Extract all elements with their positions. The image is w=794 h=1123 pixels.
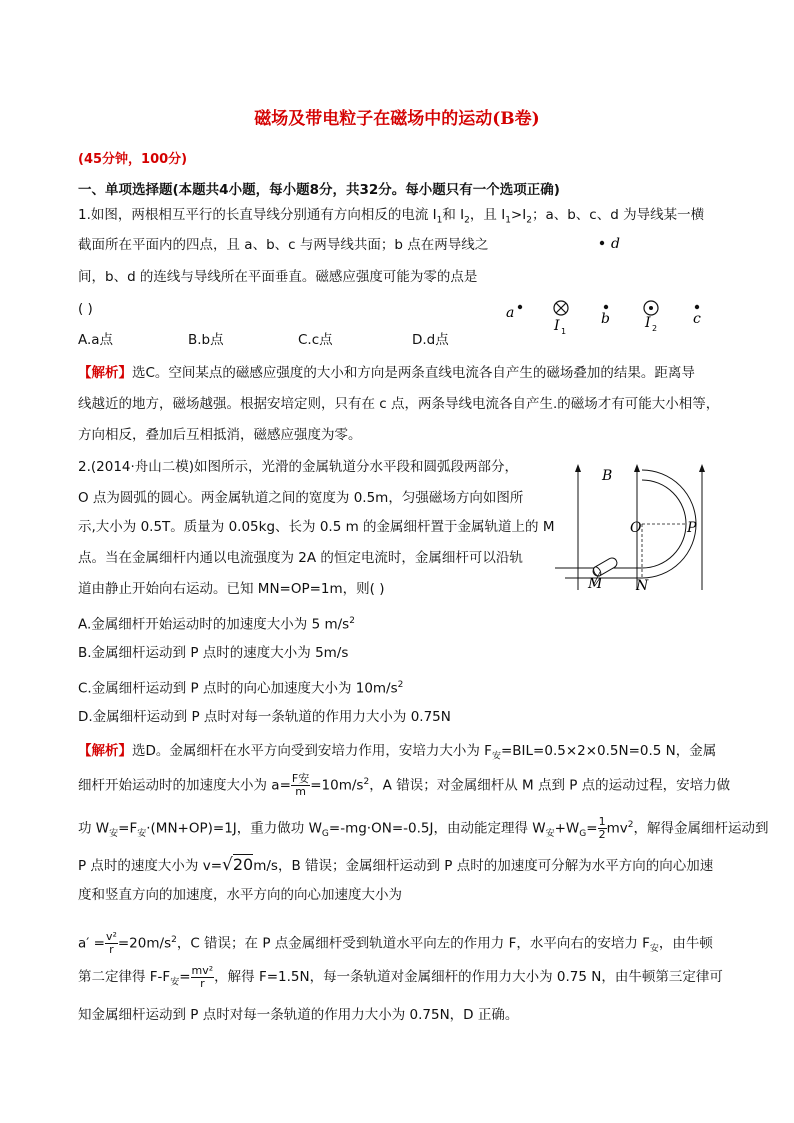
a1-line2: 线越近的地方，磁场越强。根据安培定则，只有在 c 点，两条导线电流各自产生.的磁场才有可能大小相等， (78, 396, 720, 412)
point-c-dot (695, 305, 699, 309)
label-b: b (601, 311, 610, 327)
q2-option-a: A.金属细杆开始运动时的加速度大小为 5 $m/s^2$ (78, 616, 355, 633)
q2-line5: 道由静止开始向右运动。已知 MN=OP=1m，则( ) (78, 581, 385, 597)
label-i2-sub: 2 (652, 324, 658, 333)
label-n: N (636, 578, 649, 594)
fraction-v2-over-r: $\frac{\text{v²}}{r}$ (105, 930, 117, 956)
a2-line8: 知金属细杆运动到 P 点时对每一条轨道的作用力大小为 0.75N，D 正确。 (78, 1007, 519, 1023)
point-a-dot (518, 305, 522, 309)
point-b-dot (604, 305, 608, 309)
q1-option-d: D.d点 (412, 332, 449, 348)
fraction-f-over-m: $\frac{\text{F安}}{m}$ (291, 772, 310, 798)
page-title: 磁场及带电粒子在磁场中的运动(B卷) (254, 109, 540, 129)
q2-line4: 点。当在金属细杆内通以电流强度为 2A 的恒定电流时，金属细杆可以沿轨 (78, 550, 523, 566)
q2-option-b: B.金属细杆运动到 P 点时的速度大小为 5m/s (78, 645, 349, 661)
exam-duration-score: (45分钟，100分) (78, 152, 188, 167)
label-i1-sub: 1 (561, 327, 567, 336)
q2-figure (550, 460, 730, 595)
a2-line7: 第二定律得 $F-F_安=$ $\frac{\text{mv²}}{r}$ ，解得 F=1.5N，每一条轨道对金属细杆的作用力大小为 0.75 N，由牛顿第三定律可 (78, 963, 723, 990)
label-c: c (693, 311, 701, 327)
label-o: O (630, 520, 642, 536)
fraction-mv2-over-r: $\frac{\text{mv²}}{r}$ (191, 963, 214, 990)
label-a: a (506, 305, 515, 321)
q1-option-c: C.c点 (298, 332, 333, 348)
label-i2: I (645, 315, 651, 331)
sqrt-radicand: 20 (232, 855, 254, 874)
q1-option-b: B.b点 (188, 332, 224, 348)
a2-line3: 功 $W_安=F_安\cdot(MN+OP)=1J$，重力做功 $W_G=-mg\cdot ON=-0.5J$，由动能定理得 $W_安+W_G=$ $\frac{1}{2}$ $mv^2$，解得金属细杆运动到 (78, 815, 769, 841)
label-m: M (588, 576, 603, 592)
metal-rod (591, 556, 619, 578)
a1-line1: 【解析】选C。空间某点的磁感应强度的大小和方向是两条直线电流各自产生的磁场叠加的结果。距离导 (78, 365, 695, 381)
a2-line5: 度和竖直方向的加速度，水平方向的向心加速度大小为 (78, 887, 402, 903)
q1-line3: 间，b、d 的连线与导线所在平面垂直。磁感应强度可能为零的点是 (78, 269, 478, 285)
q2-line3: 示,大小为 0.5T。质量为 0.05kg、长为 0.5 m 的金属细杆置于金属轨道上的 M (78, 519, 555, 535)
a1-line3: 方向相反，叠加后互相抵消，磁感应强度为零。 (78, 427, 362, 443)
fraction-one-half: $\frac{1}{2}$ (598, 815, 606, 841)
section-heading: 一、单项选择题(本题共4小题，每小题8分，共32分。每小题只有一个选项正确) (78, 182, 560, 198)
a2-line1: 【解析】选D。金属细杆在水平方向受到安培力作用，安培力大小为 $F_安=BIL=0.5\times 2\times 0.5N=0.5$ N，金属 (78, 743, 717, 762)
q2-option-d: D.金属细杆运动到 P 点时对每一条轨道的作用力大小为 0.75N (78, 709, 451, 725)
q1-line1: 1.如图，两根相互平行的长直导线分别通有方向相反的电流 $I_1$和 $I_2$，且 $I_1>I_2$；a、b、c、d 为导线某一横 (78, 207, 705, 226)
q1-line2: 截面所在平面内的四点，且 a、b、c 与两导线共面；b 点在两导线之 (78, 237, 489, 253)
label-p: P (687, 520, 697, 536)
q2-option-c: C.金属细杆运动到 P 点时的向心加速度大小为 $10m/s^2$ (78, 680, 404, 697)
analysis-tag-2: 【解析】 (78, 743, 132, 759)
q1-option-a: A.a点 (78, 332, 114, 348)
point-d-dot (600, 241, 604, 245)
a2-line2: 细杆开始运动时的加速度大小为 a= $\frac{\text{F安}}{m}$ $=10m/s^2$，A 错误；对金属细杆从 M 点到 P 点的运动过程，安培力做 (78, 772, 731, 798)
q1-answer-paren: ( ) (78, 301, 93, 317)
q2-line2: O 点为圆弧的圆心。两金属轨道之间的宽度为 0.5m，匀强磁场方向如图所 (78, 490, 524, 506)
sqrt-symbol: √ (222, 855, 233, 875)
a2-line6: a′ = $\frac{\text{v²}}{r}$ $=20m/s^2$，C 错误；在 P 点金属细杆受到轨道水平向左的作用力 F，水平向右的安培力 $F_安$，由牛顿 (78, 930, 713, 956)
a2-line4: P 点时的速度大小为 v=√20m/s，B 错误；金属细杆运动到 P 点时的加速度可分解为水平方向的向心加速 (78, 855, 714, 875)
label-b-field: B (602, 468, 613, 484)
q1-figure (500, 228, 720, 338)
analysis-tag: 【解析】 (78, 365, 132, 381)
q2-line1: 2.(2014·舟山二模)如图所示，光滑的金属轨道分水平段和圆弧段两部分， (78, 459, 519, 475)
label-i1: I (554, 318, 560, 334)
label-d: d (611, 236, 620, 252)
